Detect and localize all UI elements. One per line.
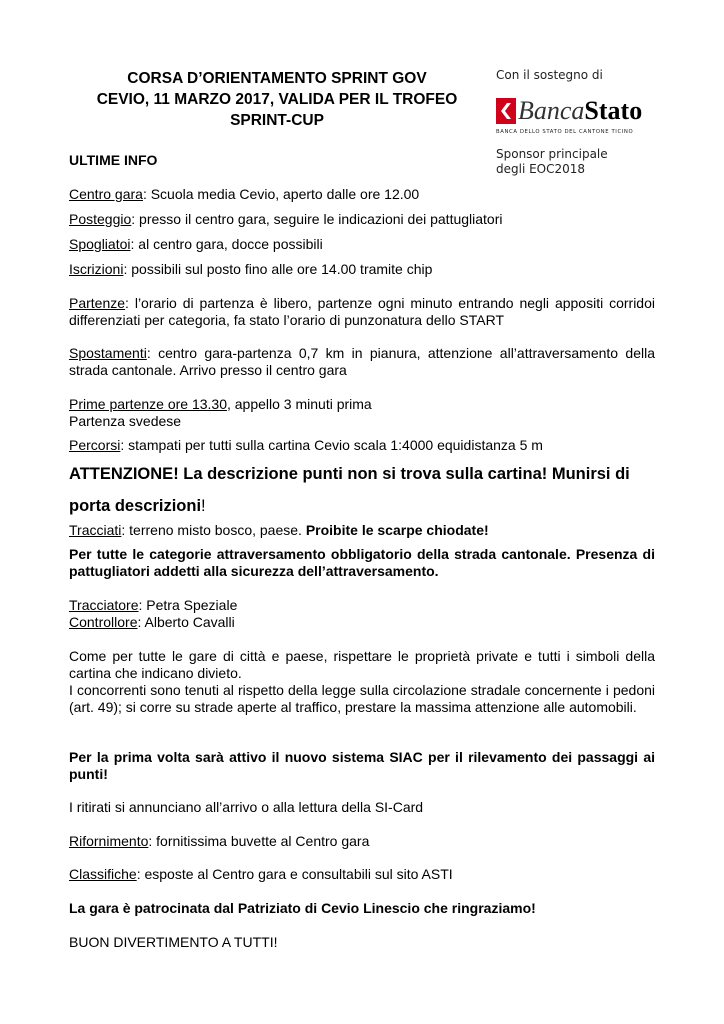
info-text: : centro gara-partenza 0,7 km in pianura, attenzione all’attraversamento della strada cantonale. Arrivo presso il centro gara: [69, 345, 655, 378]
sponsor-role-line-2: degli EOC2018: [496, 162, 586, 176]
attenzione-tail: !: [201, 497, 206, 515]
info-percorsi: [69, 437, 655, 454]
info-tracciatore: [69, 597, 655, 614]
info-text: : fornitissima buvette al Centro gara: [148, 833, 370, 849]
info-label: Spogliatoi: [69, 236, 131, 252]
info-label: Partenze: [69, 295, 126, 311]
info-partenze: [69, 295, 655, 329]
page-title: [62, 68, 492, 131]
logo-red-block: [496, 98, 516, 124]
info-text: : possibili sul posto fino alle ore 14.00 tramite chip: [123, 261, 433, 277]
sponsor-role-line-1: Sponsor principale: [496, 147, 608, 161]
bancastato-logo: [496, 98, 666, 124]
info-classifiche: [69, 866, 655, 883]
info-label: Iscrizioni: [69, 261, 124, 277]
info-label: Rifornimento: [69, 833, 149, 849]
info-text: : l’orario di partenza è libero, partenze ogni minuto entrando negli appositi corridoi differenziati per categoria, fa stato l’orario di punzonatura dello START: [69, 295, 655, 328]
section-title: ULTIME INFO: [69, 152, 158, 168]
info-label: Tracciati: [69, 522, 122, 538]
patrocinio-notice: La gara è patrocinata dal Patriziato di Cevio Linescio che ringraziamo!: [69, 900, 536, 916]
info-spostamenti: [69, 345, 655, 379]
info-partenza-svedese: Partenza svedese: [69, 413, 182, 429]
attenzione-warning: [69, 458, 655, 522]
logo-subtitle: BANCA DELLO STATO DEL CANTONE TICINO: [496, 129, 634, 135]
info-label: Percorsi: [69, 437, 121, 453]
info-label: Classifiche: [69, 866, 137, 882]
info-posteggio: [69, 211, 655, 228]
info-prime-partenze: [69, 396, 655, 413]
info-text: , appello 3 minuti prima: [226, 396, 372, 412]
info-text: : stampati per tutti sulla cartina Cevio scala 1:4000 equidistanza 5 m: [120, 437, 543, 453]
sponsor-with-text: Con il sostegno di: [496, 68, 603, 82]
info-iscrizioni: [69, 261, 655, 278]
info-text: : presso il centro gara, seguire le indicazioni dei pattugliatori: [131, 211, 503, 227]
info-text: : Petra Speziale: [138, 597, 238, 613]
info-centro-gara: [69, 186, 655, 203]
ritirati-paragraph: I ritirati si annunciano all’arrivo o alla lettura della SI-Card: [69, 799, 424, 815]
info-tracciati: [69, 522, 655, 539]
siac-notice: Per la prima volta sarà attivo il nuovo sistema SIAC per il rilevamento dei passaggi ai punti!: [69, 749, 655, 782]
bancastato-logo-icon: [496, 98, 516, 124]
title-line-2: CEVIO, 11 MARZO 2017, VALIDA PER IL TROFEO: [96, 91, 458, 108]
title-line-3: SPRINT-CUP: [230, 112, 324, 129]
logo-wordmark: [518, 98, 642, 124]
categorie-notice: Per tutte le categorie attraversamento obbligatorio della strada cantonale. Presenza di pattugliatori addetti alla sicurezza dell’attraversamento.: [69, 546, 655, 579]
logo-banca: Banca: [518, 96, 585, 125]
info-label: Prime partenze ore 13.30: [69, 396, 227, 412]
info-label: Spostamenti: [69, 345, 147, 361]
info-rifornimento: [69, 833, 655, 850]
info-label: Centro gara: [69, 186, 143, 202]
concorrenti-paragraph: I concorrenti sono tenuti al rispetto della legge sulla circolazione stradale concernente i pedoni (art. 49); si corre su strade aperte al traffico, prestare la massima attenzione alle automobili.: [69, 682, 655, 715]
come-paragraph: Come per tutte le gare di città e paese, rispettare le proprietà private e tutti i simboli della cartina che indicano divieto.: [69, 648, 655, 681]
info-controllore: [69, 614, 655, 631]
info-text: : terreno misto bosco, paese.: [121, 522, 306, 538]
title-line-1: CORSA D’ORIENTAMENTO SPRINT GOV: [127, 70, 427, 87]
info-bold: Proibite le scarpe chiodate!: [305, 522, 489, 538]
logo-stato: Stato: [584, 96, 643, 125]
attenzione-bold: ATTENZIONE! La descrizione punti non si trova sulla cartina! Munirsi di porta descrizioni: [69, 465, 630, 515]
info-text: : al centro gara, docce possibili: [130, 236, 323, 252]
info-text: : esposte al Centro gara e consultabili sul sito ASTI: [136, 866, 453, 882]
saluto: BUON DIVERTIMENTO A TUTTI!: [69, 934, 278, 950]
info-text: : Alberto Cavalli: [137, 614, 235, 630]
info-label: Tracciatore: [69, 597, 139, 613]
info-label: Posteggio: [69, 211, 132, 227]
info-spogliatoi: [69, 236, 655, 253]
info-text: : Scuola media Cevio, aperto dalle ore 12.00: [142, 186, 420, 202]
info-label: Controllore: [69, 614, 138, 630]
